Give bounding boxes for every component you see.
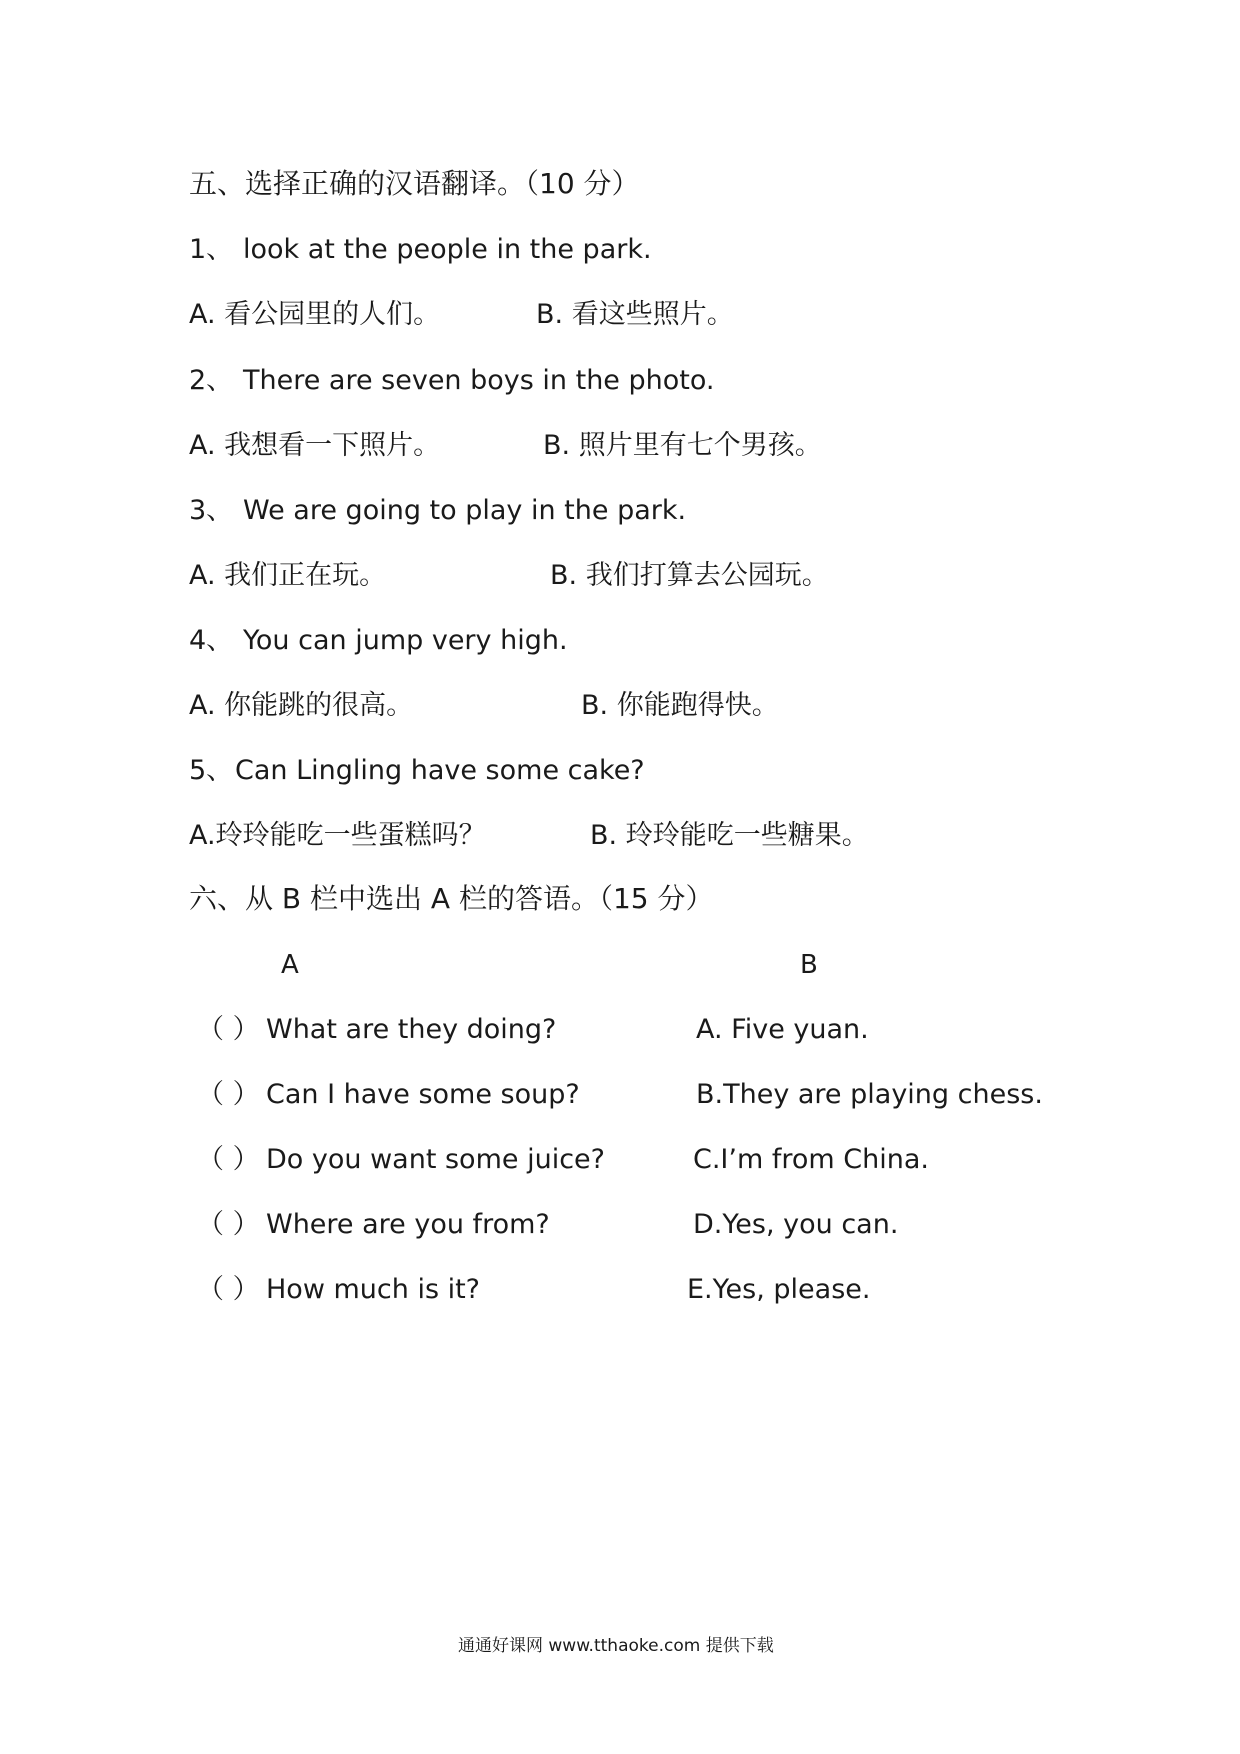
question-2-text: There are seven boys in the photo. <box>243 365 715 396</box>
match-question-3: Do you want some juice? <box>266 1144 605 1175</box>
match-question-1: What are they doing? <box>266 1014 557 1045</box>
question-1-option-b: B. 看这些照片。 <box>536 299 734 330</box>
column-a-label: A <box>281 950 299 980</box>
question-3-text: We are going to play in the park. <box>243 495 687 526</box>
question-1-text: look at the people in the park. <box>243 234 652 265</box>
footer-credit: 通通好课网 www.tthaoke.com 提供下载 <box>458 1636 774 1656</box>
question-4-option-b: B. 你能跑得快。 <box>581 690 779 721</box>
question-4-text: You can jump very high. <box>243 625 568 656</box>
answer-blank-1[interactable]: （ ） <box>197 1014 260 1045</box>
match-question-5: How much is it? <box>266 1274 481 1305</box>
match-answer-2: B.They are playing chess. <box>696 1079 1043 1110</box>
match-answer-5: E.Yes, please. <box>687 1274 871 1305</box>
question-5-text: Can Lingling have some cake? <box>235 755 645 786</box>
question-5-option-a: A.玲玲能吃一些蛋糕吗？ <box>189 820 486 851</box>
question-3-number: 3、 <box>189 495 234 526</box>
section5-heading: 五、选择正确的汉语翻译。（10 分） <box>189 167 640 200</box>
answer-blank-2[interactable]: （ ） <box>197 1079 260 1110</box>
match-question-4: Where are you from? <box>266 1209 550 1240</box>
answer-blank-3[interactable]: （ ） <box>197 1144 260 1175</box>
column-b-label: B <box>800 950 818 980</box>
match-answer-4: D.Yes, you can. <box>693 1209 899 1240</box>
match-answer-1: A. Five yuan. <box>696 1014 869 1045</box>
question-4-number: 4、 <box>189 625 234 656</box>
match-answer-3: C.I’m from China. <box>693 1144 929 1175</box>
question-5-option-b: B. 玲玲能吃一些糖果。 <box>590 820 869 851</box>
question-2-option-a: A. 我想看一下照片。 <box>189 430 441 461</box>
question-2-option-b: B. 照片里有七个男孩。 <box>543 430 822 461</box>
question-1-number: 1、 <box>189 234 234 265</box>
section6-heading: 六、从 B 栏中选出 A 栏的答语。（15 分） <box>189 882 714 915</box>
question-4-option-a: A. 你能跳的很高。 <box>189 690 414 721</box>
question-3-option-b: B. 我们打算去公园玩。 <box>550 560 829 591</box>
answer-blank-4[interactable]: （ ） <box>197 1209 260 1240</box>
match-question-2: Can I have some soup? <box>266 1079 580 1110</box>
question-5-number: 5、 <box>189 755 234 786</box>
question-2-number: 2、 <box>189 365 234 396</box>
answer-blank-5[interactable]: （ ） <box>197 1274 260 1305</box>
question-3-option-a: A. 我们正在玩。 <box>189 560 387 591</box>
question-1-option-a: A. 看公园里的人们。 <box>189 299 441 330</box>
